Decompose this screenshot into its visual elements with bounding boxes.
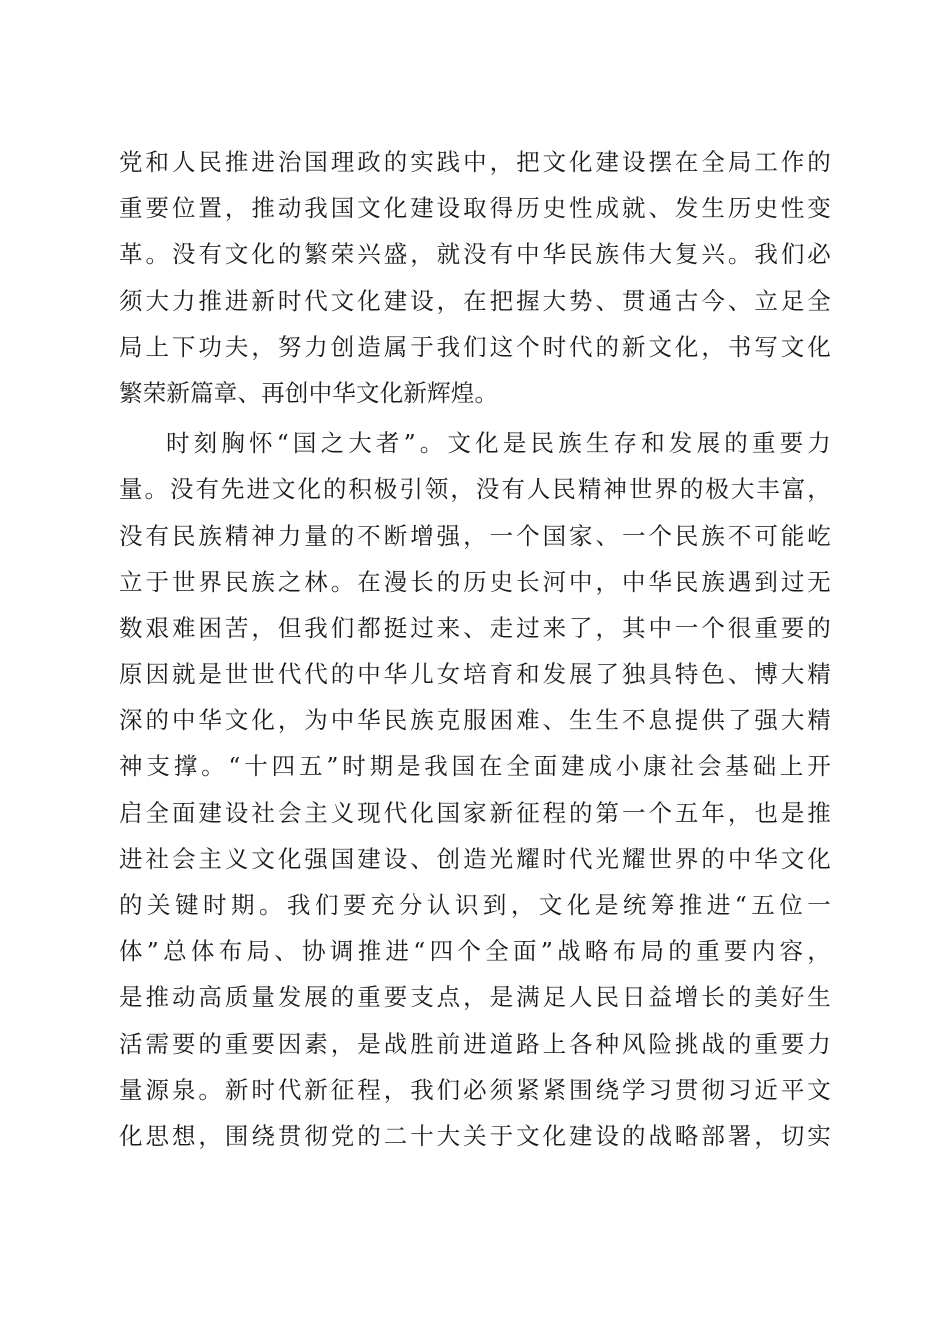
text-line: 量源泉。新时代新征程，我们必须紧紧围绕学习贯彻习近平文 <box>119 1075 831 1104</box>
text-line: 神支撑。“十四五”时期是我国在全面建成小康社会基础上开 <box>119 752 831 781</box>
text-line: 是推动高质量发展的重要支点，是满足人民日益增长的美好生 <box>119 983 831 1012</box>
text-line: 繁荣新篇章、再创中华文化新辉煌。 <box>119 378 499 407</box>
text-line: 活需要的重要因素，是战胜前进道路上各种风险挑战的重要力 <box>119 1029 831 1058</box>
text-line: 的关键时期。我们要充分认识到，文化是统筹推进“五位一 <box>119 891 831 919</box>
text-line: 革。没有文化的繁荣兴盛，就没有中华民族伟大复兴。我们必 <box>119 240 831 269</box>
text-line: 重要位置，推动我国文化建设取得历史性成就、发生历史性变 <box>119 194 831 223</box>
paragraph-1 <box>119 139 831 416</box>
text-line: 时刻胸怀“国之大者”。文化是民族生存和发展的重要力 <box>166 429 831 458</box>
document-body <box>119 139 831 1159</box>
text-line: 没有民族精神力量的不断增强，一个国家、一个民族不可能屹 <box>119 521 831 550</box>
text-line: 局上下功夫，努力创造属于我们这个时代的新文化，书写文化 <box>119 332 831 361</box>
text-line: 深的中华文化，为中华民族克服困难、生生不息提供了强大精 <box>119 706 831 735</box>
text-line: 进社会主义文化强国建设、创造光耀时代光耀世界的中华文化 <box>119 844 831 873</box>
text-line: 立于世界民族之林。在漫长的历史长河中，中华民族遇到过无 <box>119 567 831 596</box>
text-line: 原因就是世世代代的中华儿女培育和发展了独具特色、博大精 <box>119 660 831 689</box>
text-line: 须大力推进新时代文化建设，在把握大势、贯通古今、立足全 <box>119 286 831 315</box>
text-line: 党和人民推进治国理政的实践中，把文化建设摆在全局工作的 <box>119 148 831 176</box>
text-line: 化思想，围绕贯彻党的二十大关于文化建设的战略部署，切实 <box>119 1121 831 1150</box>
text-line: 数艰难困苦，但我们都挺过来、走过来了，其中一个很重要的 <box>119 613 831 642</box>
text-line: 启全面建设社会主义现代化国家新征程的第一个五年，也是推 <box>119 798 831 827</box>
text-line: 体”总体布局、协调推进“四个全面”战略布局的重要内容， <box>119 937 831 966</box>
paragraph-2 <box>119 420 831 1159</box>
text-line: 量。没有先进文化的积极引领，没有人民精神世界的极大丰富， <box>119 475 831 504</box>
